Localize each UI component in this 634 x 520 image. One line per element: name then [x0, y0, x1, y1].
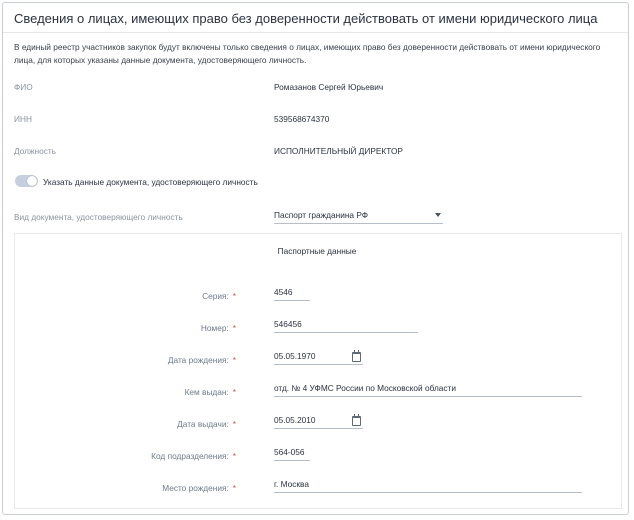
- division-code-input[interactable]: 564-056: [274, 447, 310, 461]
- document-toggle[interactable]: [15, 175, 38, 187]
- issue-date-input[interactable]: 05.05.2010: [274, 415, 363, 429]
- birth-place-input[interactable]: г. Москва: [274, 479, 582, 493]
- doc-type-select[interactable]: [274, 209, 443, 224]
- required-mark: *: [232, 291, 236, 301]
- series-input[interactable]: 4546: [274, 287, 310, 301]
- series-label: Серия: *: [202, 291, 236, 301]
- issue-date-label: Дата выдачи: *: [177, 419, 236, 429]
- number-input[interactable]: 546456: [274, 319, 418, 333]
- required-mark: *: [232, 387, 236, 397]
- position-value: ИСПОЛНИТЕЛЬНЫЙ ДИРЕКТОР: [274, 146, 403, 156]
- section-title: Сведения о лицах, имеющих право без доверенности действовать от имени юридического лица: [14, 11, 598, 26]
- issued-by-input[interactable]: отд. № 4 УФМС России по Московской области: [274, 383, 582, 397]
- calendar-icon[interactable]: [352, 416, 361, 426]
- required-mark: *: [232, 419, 236, 429]
- fio-label: ФИО: [14, 82, 33, 92]
- fio-value: Ромазанов Сергей Юрьевич: [274, 82, 384, 92]
- issued-by-label: Кем выдан: *: [184, 387, 236, 397]
- inn-value: 539568674370: [274, 114, 330, 124]
- section-description: В единый реестр участников закупок будут включены только сведения о лицах, имеющих право без доверенности действовать от имени юридического лица, для которых указаны данные документа, удостоверяющего личность.: [14, 42, 601, 65]
- required-mark: *: [232, 355, 236, 365]
- required-mark: *: [232, 451, 236, 461]
- required-mark: *: [232, 483, 236, 493]
- birth-date-input[interactable]: 05.05.1970: [274, 351, 363, 365]
- passport-panel-title: Паспортные данные: [277, 246, 357, 256]
- inn-label: ИНН: [14, 114, 32, 124]
- calendar-icon[interactable]: [352, 352, 361, 362]
- doc-type-selected: Паспорт гражданина РФ: [274, 210, 369, 220]
- title-divider: [3, 32, 628, 33]
- toggle-knob: [27, 176, 37, 186]
- number-label: Номер: *: [200, 323, 236, 333]
- birth-date-label: Дата рождения: *: [167, 355, 236, 365]
- required-mark: *: [232, 323, 236, 333]
- birth-place-label: Место рождения: *: [162, 483, 236, 493]
- doc-type-label: Вид документа, удостоверяющего личность: [14, 212, 183, 222]
- division-code-label: Код подразделения: *: [151, 451, 236, 461]
- position-label: Должность: [14, 146, 57, 156]
- chevron-down-icon: [435, 213, 441, 217]
- passport-panel: [14, 233, 622, 509]
- document-toggle-label: Указать данные документа, удостоверяющего личность: [43, 177, 258, 187]
